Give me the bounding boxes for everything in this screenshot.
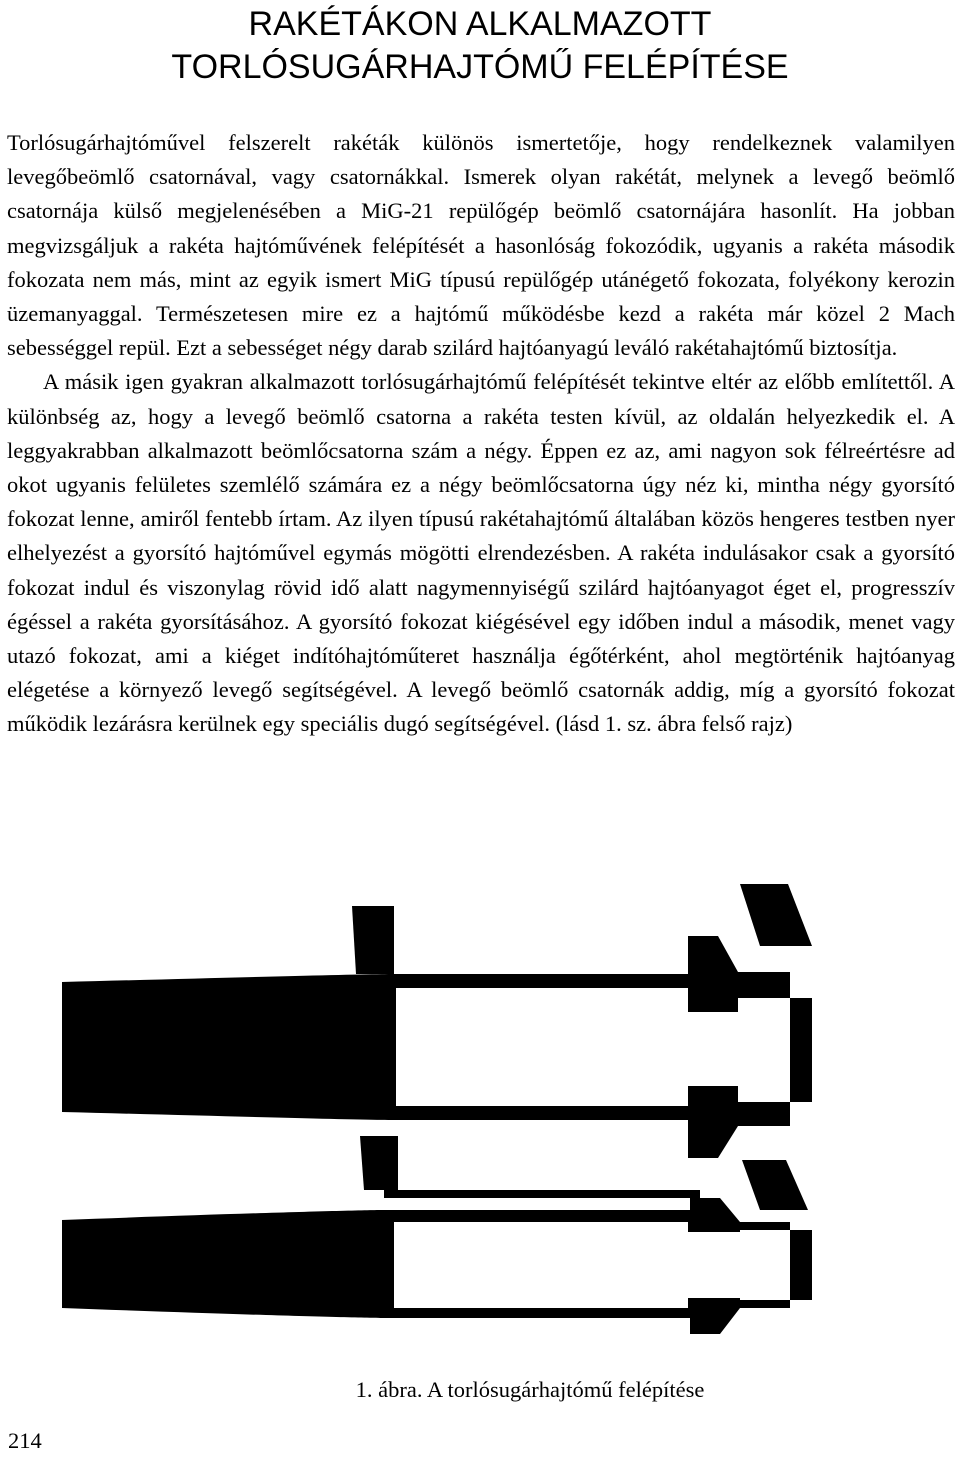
missile-bottom-front-fin xyxy=(360,1136,398,1190)
body-text xyxy=(7,126,955,742)
missile-bottom-upper-intake xyxy=(384,1190,700,1198)
paragraph-2: A másik igen gyakran alkalmazott torlósugárhajtómű felépítését tekintve eltér az előbb említettől. A különbség az, hogy a levegő beömlő csatorna a rakéta testen kívül, az oldalán helyezkedik el. A leggyakrabban alkalmazott beömlőcsatorna szám a négy. Éppen ez az, ami nagyon sok félreértésre ad okot ugyanis felületes szemlélő számára ez a négy beömlőcsatorna úgy néz ki, mintha négy gyorsító fokozat lenne, amiről fentebb írtam. Az ilyen típusú rakétahajtómű általában közös hengeres testben nyer elhelyezést a gyorsító hajtóművel egymás mögötti elrendezésben. A rakéta indulásakor csak a gyorsító fokozat indul és viszonylag rövid idő alatt nagymennyiségű szilárd hajtóanyagot éget el, progresszív égéssel a rakéta gyorsításához. A gyorsító fokozat kiégésével egy időben indul a második, menet vagy utazó fokozat, ami a kiéget indítóhajtóműteret használja égőtérként, ahol megtörténik hajtóanyag elégetése a környező levegő segítségével. A levegő beömlő csatornák addig, míg a gyorsító fokozat működik lezárásra kerülnek egy speciális dugó segítségével. (lásd 1. sz. ábra felső rajz) xyxy=(7,369,955,737)
missile-top-nozzle-cut xyxy=(790,998,812,1102)
missile-bottom-intake-gap xyxy=(394,1222,740,1308)
missile-top xyxy=(62,884,812,1158)
ramjet-diagram xyxy=(0,880,960,1340)
missile-top-front-fin xyxy=(352,906,394,974)
page-number: 214 xyxy=(8,1428,42,1453)
missile-bottom-rear-fin xyxy=(742,1160,808,1210)
missile-bottom xyxy=(62,1136,812,1334)
missile-bottom-nozzle xyxy=(790,1230,812,1300)
figure-caption: 1. ábra. A torlósugárhajtómű felépítése xyxy=(355,1377,705,1402)
page-title-line-2: TORLÓSUGÁRHAJTÓMŰ FELÉPÍTÉSE xyxy=(171,48,789,86)
paragraph-1: Torlósugárhajtóművel felszerelt rakéták különös ismertetője, hogy rendelkeznek valamilyen levegőbeömlő csatornával, vagy csatornákkal. Ismerek olyan rakétát, melynek a levegő beömlő csatornája külső megjelenésében a MiG-21 repülőgép beömlő csatornájára hasonlít. Ha jobban megvizsgáljuk a rakéta hajtóművének felépítését a hasonlóság fokozódik, ugyanis a rakéta második fokozata nem más, mint az egyik ismert MiG típusú repülőgép utánégető fokozata, folyékony kerozin üzemanyaggal. Természetesen mire ez a hajtómű működésbe kezd a rakéta már közel 2 Mach sebességgel repül. Ezt a sebességet négy darab szilárd hajtóanyagú leváló rakétahajtómű biztosítja. xyxy=(7,130,955,361)
missile-top-rear-fin xyxy=(740,884,812,946)
missile-top-intake-plug xyxy=(396,988,738,1106)
page-title-line-1: RAKÉTÁKON ALKALMAZOTT xyxy=(248,5,712,43)
